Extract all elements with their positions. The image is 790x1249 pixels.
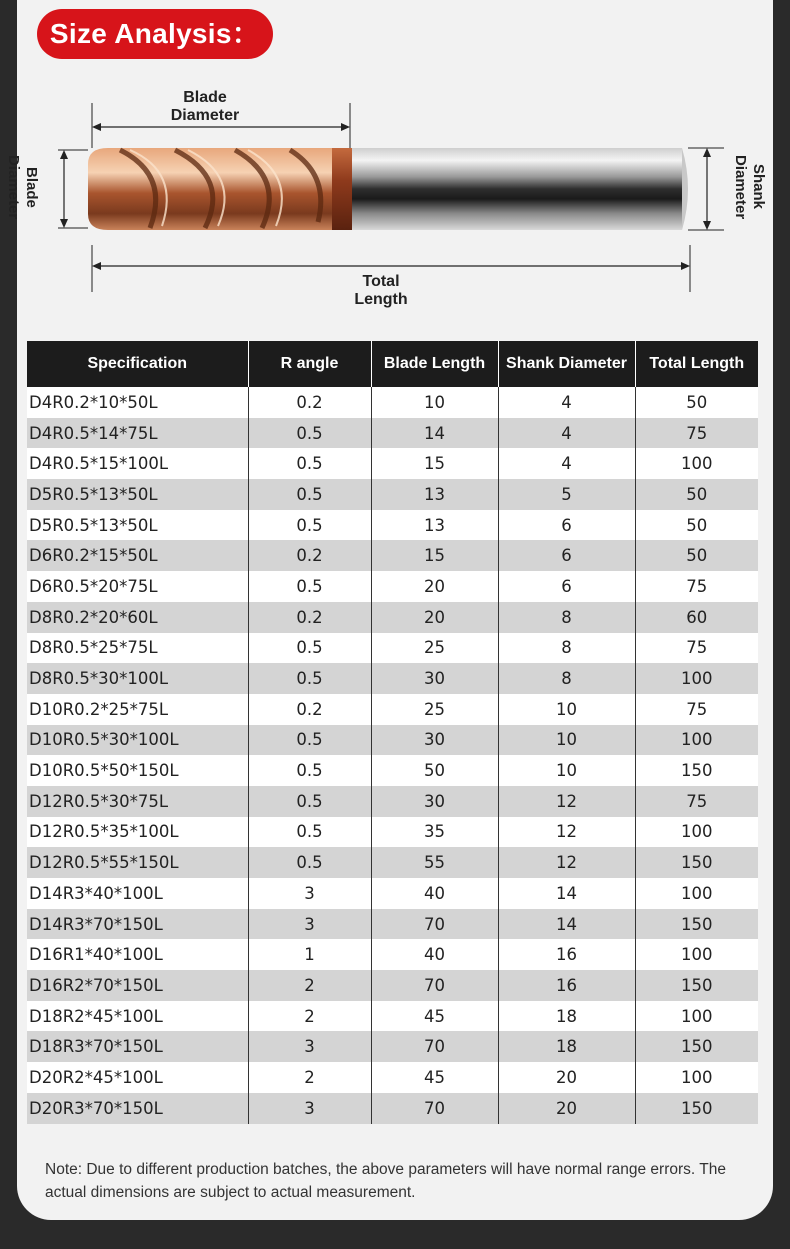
cell-specification: D20R3*70*150L bbox=[27, 1093, 248, 1124]
cell-blade-length: 13 bbox=[371, 479, 498, 510]
cell-shank-diameter: 6 bbox=[498, 571, 635, 602]
cell-total-length: 75 bbox=[635, 418, 758, 449]
arrow-left-icon bbox=[92, 123, 101, 131]
table-row bbox=[27, 817, 758, 848]
cell-specification: D14R3*70*150L bbox=[27, 909, 248, 940]
cell-r-angle: 0.5 bbox=[248, 847, 371, 878]
cell-total-length: 50 bbox=[635, 540, 758, 571]
cell-blade-length: 13 bbox=[371, 510, 498, 541]
table-row bbox=[27, 479, 758, 510]
cell-shank-diameter: 10 bbox=[498, 725, 635, 756]
cell-shank-diameter: 16 bbox=[498, 939, 635, 970]
cell-r-angle: 1 bbox=[248, 939, 371, 970]
cell-r-angle: 0.5 bbox=[248, 817, 371, 848]
cell-total-length: 50 bbox=[635, 479, 758, 510]
cell-r-angle: 3 bbox=[248, 878, 371, 909]
cell-r-angle: 0.5 bbox=[248, 479, 371, 510]
cell-total-length: 150 bbox=[635, 1093, 758, 1124]
cell-total-length: 150 bbox=[635, 909, 758, 940]
cell-shank-diameter: 10 bbox=[498, 694, 635, 725]
cell-specification: D16R1*40*100L bbox=[27, 939, 248, 970]
cell-blade-length: 55 bbox=[371, 847, 498, 878]
cell-blade-length: 15 bbox=[371, 540, 498, 571]
arrow-down-icon bbox=[703, 221, 711, 230]
cell-r-angle: 2 bbox=[248, 1001, 371, 1032]
cell-specification: D8R0.5*30*100L bbox=[27, 663, 248, 694]
cell-total-length: 75 bbox=[635, 571, 758, 602]
cell-blade-length: 70 bbox=[371, 1093, 498, 1124]
table-row bbox=[27, 571, 758, 602]
table-row bbox=[27, 1062, 758, 1093]
cell-blade-length: 70 bbox=[371, 909, 498, 940]
cell-blade-length: 20 bbox=[371, 571, 498, 602]
cell-specification: D4R0.5*14*75L bbox=[27, 418, 248, 449]
cell-r-angle: 3 bbox=[248, 909, 371, 940]
cell-blade-length: 14 bbox=[371, 418, 498, 449]
cell-total-length: 100 bbox=[635, 878, 758, 909]
cell-specification: D8R0.5*25*75L bbox=[27, 633, 248, 664]
table-row bbox=[27, 970, 758, 1001]
header-shank-diameter: Shank Diameter bbox=[498, 341, 635, 387]
table-row bbox=[27, 1001, 758, 1032]
total-length-label: Total Length bbox=[354, 273, 408, 308]
cell-total-length: 150 bbox=[635, 1031, 758, 1062]
cell-shank-diameter: 8 bbox=[498, 633, 635, 664]
cell-total-length: 50 bbox=[635, 387, 758, 418]
cell-total-length: 75 bbox=[635, 786, 758, 817]
header-blade-length: Blade Length bbox=[371, 341, 498, 387]
arrow-up-icon bbox=[703, 148, 711, 157]
cell-shank-diameter: 14 bbox=[498, 878, 635, 909]
cell-r-angle: 0.5 bbox=[248, 663, 371, 694]
cell-specification: D8R0.2*20*60L bbox=[27, 602, 248, 633]
cell-blade-length: 70 bbox=[371, 970, 498, 1001]
cell-total-length: 75 bbox=[635, 694, 758, 725]
table-row bbox=[27, 1031, 758, 1062]
table-row bbox=[27, 878, 758, 909]
cell-shank-diameter: 4 bbox=[498, 418, 635, 449]
cell-total-length: 75 bbox=[635, 633, 758, 664]
cell-total-length: 100 bbox=[635, 1062, 758, 1093]
cell-total-length: 100 bbox=[635, 817, 758, 848]
cell-shank-diameter: 8 bbox=[498, 602, 635, 633]
cell-total-length: 100 bbox=[635, 1001, 758, 1032]
cell-shank-diameter: 4 bbox=[498, 448, 635, 479]
cell-specification: D4R0.5*15*100L bbox=[27, 448, 248, 479]
table-row bbox=[27, 1093, 758, 1124]
cell-shank-diameter: 10 bbox=[498, 755, 635, 786]
arrow-down-icon bbox=[60, 219, 68, 228]
shank-end bbox=[682, 148, 688, 230]
table-row bbox=[27, 939, 758, 970]
cell-blade-length: 30 bbox=[371, 663, 498, 694]
cell-r-angle: 0.5 bbox=[248, 786, 371, 817]
shank bbox=[350, 148, 682, 230]
cell-specification: D10R0.5*50*150L bbox=[27, 755, 248, 786]
cell-blade-length: 25 bbox=[371, 633, 498, 664]
cell-r-angle: 0.5 bbox=[248, 755, 371, 786]
table-row bbox=[27, 755, 758, 786]
cell-blade-length: 10 bbox=[371, 387, 498, 418]
cell-total-length: 150 bbox=[635, 970, 758, 1001]
cell-blade-length: 35 bbox=[371, 817, 498, 848]
cell-blade-length: 20 bbox=[371, 602, 498, 633]
cell-shank-diameter: 6 bbox=[498, 510, 635, 541]
cell-specification: D16R2*70*150L bbox=[27, 970, 248, 1001]
cell-blade-length: 40 bbox=[371, 878, 498, 909]
cell-specification: D12R0.5*35*100L bbox=[27, 817, 248, 848]
cell-r-angle: 0.2 bbox=[248, 387, 371, 418]
table-row bbox=[27, 602, 758, 633]
cell-r-angle: 0.5 bbox=[248, 633, 371, 664]
cell-total-length: 100 bbox=[635, 448, 758, 479]
cell-total-length: 150 bbox=[635, 755, 758, 786]
table-row bbox=[27, 633, 758, 664]
cell-specification: D12R0.5*30*75L bbox=[27, 786, 248, 817]
cell-specification: D18R3*70*150L bbox=[27, 1031, 248, 1062]
cell-shank-diameter: 6 bbox=[498, 540, 635, 571]
cell-shank-diameter: 18 bbox=[498, 1001, 635, 1032]
arrow-right-icon bbox=[341, 123, 350, 131]
neck-collar bbox=[330, 148, 352, 230]
shank-diameter-label: Shank Diameter bbox=[732, 154, 767, 220]
header-specification: Specification bbox=[27, 341, 248, 387]
section-title: Size Analysis： bbox=[37, 9, 273, 59]
table-row bbox=[27, 694, 758, 725]
cell-specification: D18R2*45*100L bbox=[27, 1001, 248, 1032]
cell-total-length: 150 bbox=[635, 847, 758, 878]
cell-specification: D6R0.2*15*50L bbox=[27, 540, 248, 571]
cell-specification: D4R0.2*10*50L bbox=[27, 387, 248, 418]
cell-total-length: 100 bbox=[635, 663, 758, 694]
cell-shank-diameter: 5 bbox=[498, 479, 635, 510]
cell-specification: D20R2*45*100L bbox=[27, 1062, 248, 1093]
cell-specification: D6R0.5*20*75L bbox=[27, 571, 248, 602]
cell-shank-diameter: 12 bbox=[498, 817, 635, 848]
cell-specification: D12R0.5*55*150L bbox=[27, 847, 248, 878]
cell-shank-diameter: 20 bbox=[498, 1062, 635, 1093]
cell-specification: D10R0.2*25*75L bbox=[27, 694, 248, 725]
table-row bbox=[27, 418, 758, 449]
cell-shank-diameter: 12 bbox=[498, 786, 635, 817]
note-text: Note: Due to different production batches, the above parameters will have normal range errors. The actual dimensions are subject to actual measurement. bbox=[45, 1161, 726, 1201]
table-row bbox=[27, 909, 758, 940]
table-row bbox=[27, 786, 758, 817]
header-total-length: Total Length bbox=[635, 341, 758, 387]
cell-r-angle: 2 bbox=[248, 970, 371, 1001]
cell-total-length: 60 bbox=[635, 602, 758, 633]
cell-r-angle: 0.2 bbox=[248, 540, 371, 571]
cell-r-angle: 0.5 bbox=[248, 725, 371, 756]
cell-blade-length: 40 bbox=[371, 939, 498, 970]
cell-blade-length: 25 bbox=[371, 694, 498, 725]
cell-specification: D5R0.5*13*50L bbox=[27, 510, 248, 541]
header-r-angle: R angle bbox=[248, 341, 371, 387]
arrow-left-icon bbox=[92, 262, 101, 270]
cell-shank-diameter: 20 bbox=[498, 1093, 635, 1124]
cell-r-angle: 0.5 bbox=[248, 418, 371, 449]
specification-table bbox=[27, 341, 758, 1124]
cell-shank-diameter: 4 bbox=[498, 387, 635, 418]
cell-shank-diameter: 14 bbox=[498, 909, 635, 940]
cell-blade-length: 15 bbox=[371, 448, 498, 479]
cell-total-length: 100 bbox=[635, 939, 758, 970]
table-row bbox=[27, 540, 758, 571]
cell-blade-length: 30 bbox=[371, 786, 498, 817]
cell-shank-diameter: 18 bbox=[498, 1031, 635, 1062]
blade-diameter-label: Blade Diameter bbox=[170, 89, 240, 124]
cell-blade-length: 50 bbox=[371, 755, 498, 786]
cell-blade-length: 45 bbox=[371, 1001, 498, 1032]
table-row bbox=[27, 387, 758, 418]
cell-specification: D14R3*40*100L bbox=[27, 878, 248, 909]
cell-shank-diameter: 16 bbox=[498, 970, 635, 1001]
arrow-right-icon bbox=[681, 262, 690, 270]
cell-r-angle: 0.5 bbox=[248, 448, 371, 479]
table-row bbox=[27, 510, 758, 541]
table-row bbox=[27, 725, 758, 756]
cell-total-length: 50 bbox=[635, 510, 758, 541]
cell-r-angle: 2 bbox=[248, 1062, 371, 1093]
cell-r-angle: 3 bbox=[248, 1093, 371, 1124]
table-header-row bbox=[27, 341, 758, 387]
cell-total-length: 100 bbox=[635, 725, 758, 756]
table-body bbox=[27, 387, 758, 1124]
cell-shank-diameter: 8 bbox=[498, 663, 635, 694]
cell-r-angle: 3 bbox=[248, 1031, 371, 1062]
arrow-up-icon bbox=[60, 150, 68, 159]
table-row bbox=[27, 847, 758, 878]
table-row bbox=[27, 448, 758, 479]
cell-r-angle: 0.5 bbox=[248, 510, 371, 541]
blade-diameter-side-label: Blade Diameter bbox=[5, 154, 40, 220]
cell-specification: D5R0.5*13*50L bbox=[27, 479, 248, 510]
cell-blade-length: 30 bbox=[371, 725, 498, 756]
cell-r-angle: 0.2 bbox=[248, 602, 371, 633]
cell-shank-diameter: 12 bbox=[498, 847, 635, 878]
cell-blade-length: 70 bbox=[371, 1031, 498, 1062]
table-row bbox=[27, 663, 758, 694]
cell-r-angle: 0.2 bbox=[248, 694, 371, 725]
cell-blade-length: 45 bbox=[371, 1062, 498, 1093]
cell-specification: D10R0.5*30*100L bbox=[27, 725, 248, 756]
cell-r-angle: 0.5 bbox=[248, 571, 371, 602]
